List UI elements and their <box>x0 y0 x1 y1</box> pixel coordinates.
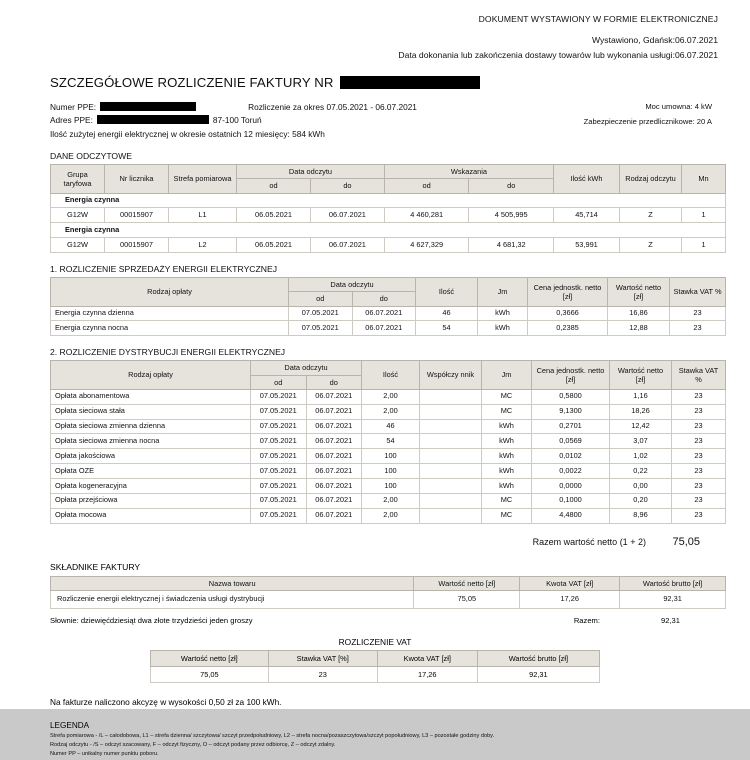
th-reading-date-to: do <box>310 179 384 193</box>
delivery-info: Data dokonania lub zakończenia dostawy towarów lub wykonania usługi:06.07.2021 <box>398 50 718 61</box>
cell-amount: 54 <box>416 321 478 336</box>
cell-fee: Energia czynna nocna <box>51 321 289 336</box>
cell-price: 0,2701 <box>532 419 610 434</box>
total-net-label: Razem wartość netto (1 + 2) <box>532 536 646 547</box>
cell-coef <box>420 464 482 479</box>
cell-fee: Opłata sieciowa zmienna dzienna <box>51 419 251 434</box>
cell-coef <box>420 389 482 404</box>
table-row <box>51 306 726 321</box>
excise-note: Na fakturze naliczono akcyzę w wysokości 0,50 zł za 100 kWh. <box>50 696 282 707</box>
electronic-doc-notice: DOKUMENT WYSTAWIONY W FORMIE ELEKTRONICZNEJ <box>478 14 718 24</box>
table-row <box>51 449 726 464</box>
amount-in-words-row <box>50 616 726 625</box>
sales-body <box>51 306 726 336</box>
cell-amount: 2,00 <box>362 508 420 523</box>
cell-date-to: 06.07.2021 <box>310 238 384 253</box>
th-reading-date: Data odczytu <box>289 278 416 292</box>
cell-net: 8,96 <box>610 508 672 523</box>
cell-vat: 23 <box>672 479 726 494</box>
cell-date-from: 07.05.2021 <box>251 479 307 494</box>
cell-date-to: 06.07.2021 <box>306 464 362 479</box>
cell-coef <box>420 419 482 434</box>
cell-zone: L1 <box>169 208 237 223</box>
cell-gross: 92,31 <box>477 666 599 682</box>
distribution-section-title: 2. ROZLICZENIE DYSTRYBUCJI ENERGII ELEKTRYCZNEJ <box>50 347 286 358</box>
cell-coef <box>420 434 482 449</box>
ppe-address-label: Adres PPE: <box>50 114 93 125</box>
cell-mn: 1 <box>682 238 726 253</box>
cell-fee: Opłata OZE <box>51 464 251 479</box>
th-meter-number: Nr licznika <box>105 165 169 194</box>
cell-coef <box>420 493 482 508</box>
cell-price: 0,0569 <box>532 434 610 449</box>
cell-price: 4,4800 <box>532 508 610 523</box>
cell-vat: 23 <box>670 321 726 336</box>
table-row <box>51 434 726 449</box>
cell-date-from: 07.05.2021 <box>251 389 307 404</box>
vat-summary-body <box>151 666 600 682</box>
th-indication-to: do <box>469 179 554 193</box>
legend-line: Strefa pomiarowa - /L – całodobowa, L1 – strefa dzienna/ szczytowa/ szczyt przedpołudniowy, L2 – strefa nocna/pozaszczytowa/szczyt popołudniowy, L3 – pozostałe godziny doby. <box>50 732 495 739</box>
cell-net: 12,42 <box>610 419 672 434</box>
cell-amount: 100 <box>362 479 420 494</box>
table-row <box>51 389 726 404</box>
cell-date-to: 06.07.2021 <box>306 404 362 419</box>
cell-price: 9,1300 <box>532 404 610 419</box>
cell-unit: kWh <box>482 434 532 449</box>
main-fuse: Zabezpieczenie przedlicznikowe: 20 A <box>583 116 712 126</box>
annual-usage: Ilość zużytej energii elektrycznej w okresie ostatnich 12 miesięcy: 584 kWh <box>50 129 325 140</box>
cell-unit: MC <box>482 404 532 419</box>
cell-vat: 23 <box>672 389 726 404</box>
cell-date-to: 06.07.2021 <box>306 449 362 464</box>
th-measure-zone: Strefa pomiarowa <box>169 165 237 194</box>
cell-product-name: Rozliczenie energii elektrycznej i świadczenia usługi dystrybucji <box>51 590 414 608</box>
cell-net: 0,00 <box>610 479 672 494</box>
cell-date-from: 07.05.2021 <box>251 449 307 464</box>
total-net-value: 75,05 <box>672 535 700 548</box>
cell-date-from: 07.05.2021 <box>251 493 307 508</box>
th-net-value: Wartość netto [zł] <box>608 278 670 307</box>
th-date-from: od <box>289 292 353 306</box>
cell-net: 1,02 <box>610 449 672 464</box>
cell-fee: Energia czynna dzienna <box>51 306 289 321</box>
cell-kind: Z <box>620 238 682 253</box>
issue-info: Wystawiono, Gdańsk:06.07.2021 <box>591 35 718 46</box>
cell-coef <box>420 508 482 523</box>
sales-table <box>50 277 726 336</box>
vat-section-title: ROZLICZENIE VAT <box>338 636 412 647</box>
cell-price: 0,5800 <box>532 389 610 404</box>
cell-date-from: 07.05.2021 <box>251 404 307 419</box>
th-reading-date: Data odczytu <box>251 361 362 375</box>
th-tariff-group: Grupa taryfowa <box>51 165 105 194</box>
grand-total-value: 92,31 <box>660 615 680 625</box>
cell-price: 0,0022 <box>532 464 610 479</box>
cell-unit: MC <box>482 493 532 508</box>
cell-date-from: 06.05.2021 <box>237 238 311 253</box>
cell-date-from: 07.05.2021 <box>251 434 307 449</box>
th-amount: Ilość <box>362 361 420 390</box>
grand-total-label: Razem: <box>573 615 600 625</box>
th-vat-rate: Stawka VAT % <box>670 278 726 307</box>
cell-unit: kWh <box>478 306 528 321</box>
group-label: Energia czynna <box>51 223 726 238</box>
cell-unit: kWh <box>482 479 532 494</box>
cell-gross: 92,31 <box>620 590 726 608</box>
cell-amount: 2,00 <box>362 389 420 404</box>
th-reading-kind: Rodzaj odczytu <box>620 165 682 194</box>
cell-vat: 23 <box>672 508 726 523</box>
table-row <box>51 464 726 479</box>
group-label: Energia czynna <box>51 193 726 208</box>
th-coefficient: Współczy nnik <box>420 361 482 390</box>
cell-tariff: G12W <box>51 238 105 253</box>
th-net-value: Wartość netto [zł] <box>414 576 520 590</box>
th-fee-type: Rodzaj opłaty <box>51 278 289 307</box>
th-unit-price: Cena jednostk. netto [zł] <box>528 278 608 307</box>
cell-amount: 2,00 <box>362 493 420 508</box>
cell-fee: Opłata sieciowa zmienna nocna <box>51 434 251 449</box>
table-row <box>51 479 726 494</box>
redacted-ppe-number <box>100 102 196 111</box>
cell-date-from: 07.05.2021 <box>251 464 307 479</box>
th-unit: Jm <box>482 361 532 390</box>
cell-net: 0,20 <box>610 493 672 508</box>
cell-date-to: 06.07.2021 <box>306 389 362 404</box>
distribution-table <box>50 360 726 523</box>
cell-unit: kWh <box>478 321 528 336</box>
cell-vat: 23 <box>672 434 726 449</box>
table-row <box>51 493 726 508</box>
cell-amount: 54 <box>362 434 420 449</box>
cell-net: 0,22 <box>610 464 672 479</box>
cell-price: 0,0102 <box>532 449 610 464</box>
page-title-text: SZCZEGÓŁOWE ROZLICZENIE FAKTURY NR <box>50 75 334 91</box>
cell-fee: Opłata sieciowa stała <box>51 404 251 419</box>
cell-fee: Opłata mocowa <box>51 508 251 523</box>
readings-section-title: DANE ODCZYTOWE <box>50 151 132 162</box>
cell-amount: 2,00 <box>362 404 420 419</box>
th-unit-price: Cena jednostk. netto [zł] <box>532 361 610 390</box>
cell-vat: 23 <box>672 404 726 419</box>
readings-body <box>51 193 726 253</box>
cell-ind-from: 4 460,281 <box>384 208 469 223</box>
cell-amount: 45,714 <box>554 208 620 223</box>
table-row-group <box>51 193 726 208</box>
ppe-number-label: Numer PPE: <box>50 101 97 112</box>
table-row <box>51 590 726 608</box>
cell-unit: kWh <box>482 449 532 464</box>
document-header <box>14 0 736 63</box>
cell-date-from: 07.05.2021 <box>251 419 307 434</box>
cell-date-from: 07.05.2021 <box>251 508 307 523</box>
cell-amount: 53,991 <box>554 238 620 253</box>
th-amount-kwh: Ilość kWh <box>554 165 620 194</box>
cell-zone: L2 <box>169 238 237 253</box>
legend-body <box>50 732 740 760</box>
th-product-name: Nazwa towaru <box>51 576 414 590</box>
cell-price: 0,0000 <box>532 479 610 494</box>
cell-fee: Opłata abonamentowa <box>51 389 251 404</box>
document-sheet <box>14 0 736 758</box>
th-vat-amount: Kwota VAT [zł] <box>377 650 477 666</box>
redacted-invoice-number <box>340 76 480 89</box>
cell-unit: MC <box>482 389 532 404</box>
cell-unit: kWh <box>482 464 532 479</box>
th-unit: Jm <box>478 278 528 307</box>
cell-vat: 23 <box>670 306 726 321</box>
cell-vat: 23 <box>672 419 726 434</box>
th-amount: Ilość <box>416 278 478 307</box>
table-row <box>51 508 726 523</box>
cell-date-from: 06.05.2021 <box>237 208 311 223</box>
legend-title: LEGENDA <box>50 720 90 730</box>
ppe-address-city: 87-100 Toruń <box>212 114 262 125</box>
th-indications: Wskazania <box>384 165 553 179</box>
total-net-row <box>14 536 700 548</box>
cell-tariff: G12W <box>51 208 105 223</box>
th-fee-type: Rodzaj opłaty <box>51 361 251 390</box>
th-indication-from: od <box>384 179 469 193</box>
th-date-to: do <box>306 375 362 389</box>
cell-amount: 100 <box>362 464 420 479</box>
cell-unit: MC <box>482 508 532 523</box>
cell-date-to: 06.07.2021 <box>306 434 362 449</box>
cell-date-to: 06.07.2021 <box>306 419 362 434</box>
th-net-value: Wartość netto [zł] <box>610 361 672 390</box>
th-date-from: od <box>251 375 307 389</box>
th-reading-date-from: od <box>237 179 311 193</box>
th-reading-date: Data odczytu <box>237 165 385 179</box>
cell-price: 0,2385 <box>528 321 608 336</box>
distribution-body <box>51 389 726 523</box>
cell-date-to: 06.07.2021 <box>310 208 384 223</box>
components-section-title: SKŁADNIKE FAKTURY <box>50 561 141 572</box>
vat-summary-table <box>150 650 600 683</box>
th-mn: Mn <box>682 165 726 194</box>
cell-vat: 17,26 <box>377 666 477 682</box>
th-vat-rate: Stawka VAT % <box>672 361 726 390</box>
cell-coef <box>420 404 482 419</box>
cell-meter: 00015907 <box>105 208 169 223</box>
table-row <box>151 666 600 682</box>
cell-kind: Z <box>620 208 682 223</box>
cell-mn: 1 <box>682 208 726 223</box>
page-title <box>50 75 736 90</box>
cell-date-to: 06.07.2021 <box>352 306 416 321</box>
cell-date-to: 06.07.2021 <box>306 479 362 494</box>
table-row <box>51 404 726 419</box>
cell-date-to: 06.07.2021 <box>306 493 362 508</box>
cell-net: 12,88 <box>608 321 670 336</box>
table-row <box>51 419 726 434</box>
th-gross-value: Wartość brutto [zł] <box>477 650 599 666</box>
th-vat-amount: Kwota VAT [zł] <box>520 576 620 590</box>
cell-net: 75,05 <box>151 666 269 682</box>
redacted-address <box>97 115 209 124</box>
cell-amount: 46 <box>416 306 478 321</box>
cell-fee: Opłata przejściowa <box>51 493 251 508</box>
cell-coef <box>420 449 482 464</box>
cell-net: 3,07 <box>610 434 672 449</box>
cell-ind-to: 4 681,32 <box>469 238 554 253</box>
table-row <box>51 321 726 336</box>
components-table <box>50 576 726 609</box>
cell-price: 0,3666 <box>528 306 608 321</box>
amount-in-words: Słownie: dziewięćdziesiąt dwa złote trzydzieści jeden groszy <box>50 615 253 625</box>
cell-amount: 100 <box>362 449 420 464</box>
ppe-meta <box>50 100 736 139</box>
cell-fee: Opłata kogeneracyjna <box>51 479 251 494</box>
cell-meter: 00015907 <box>105 238 169 253</box>
cell-vat: 17,26 <box>520 590 620 608</box>
cell-vat: 23 <box>672 464 726 479</box>
cell-price: 0,1000 <box>532 493 610 508</box>
cell-ind-to: 4 505,995 <box>469 208 554 223</box>
cell-net: 16,86 <box>608 306 670 321</box>
cell-ind-from: 4 627,329 <box>384 238 469 253</box>
legend-line: Numer PP – unikalny numer punktu poboru. <box>50 751 159 758</box>
cell-unit: kWh <box>482 419 532 434</box>
cell-date-to: 06.07.2021 <box>352 321 416 336</box>
table-row <box>51 238 726 253</box>
readings-table <box>50 164 726 253</box>
cell-coef <box>420 479 482 494</box>
cell-net: 18,26 <box>610 404 672 419</box>
th-date-to: do <box>352 292 416 306</box>
cell-vat: 23 <box>672 493 726 508</box>
components-body <box>51 590 726 608</box>
billing-period: Rozliczenie za okres 07.05.2021 - 06.07.2021 <box>248 101 417 112</box>
cell-date-from: 07.05.2021 <box>289 306 353 321</box>
cell-amount: 46 <box>362 419 420 434</box>
cell-date-from: 07.05.2021 <box>289 321 353 336</box>
sales-section-title: 1. ROZLICZENIE SPRZEDAŻY ENERGII ELEKTRYCZNEJ <box>50 264 277 275</box>
cell-fee: Opłata jakościowa <box>51 449 251 464</box>
cell-net: 75,05 <box>414 590 520 608</box>
cell-vat: 23 <box>672 449 726 464</box>
cell-rate: 23 <box>268 666 377 682</box>
cell-date-to: 06.07.2021 <box>306 508 362 523</box>
th-vat-rate: Stawka VAT [%] <box>268 650 377 666</box>
th-gross-value: Wartość brutto [zł] <box>620 576 726 590</box>
contract-params <box>584 100 712 129</box>
table-row <box>51 208 726 223</box>
legend-line: Rodzaj odczytu - /S – odczyt szacowany, F – odczyt fizyczny, O – odczyt podany przez odbiorcę, Z – odczyt zdalny. <box>50 742 336 749</box>
cell-net: 1,16 <box>610 389 672 404</box>
contract-power: Moc umowna: 4 kW <box>645 102 712 112</box>
th-net-value: Wartość netto [zł] <box>151 650 269 666</box>
table-row-group <box>51 223 726 238</box>
